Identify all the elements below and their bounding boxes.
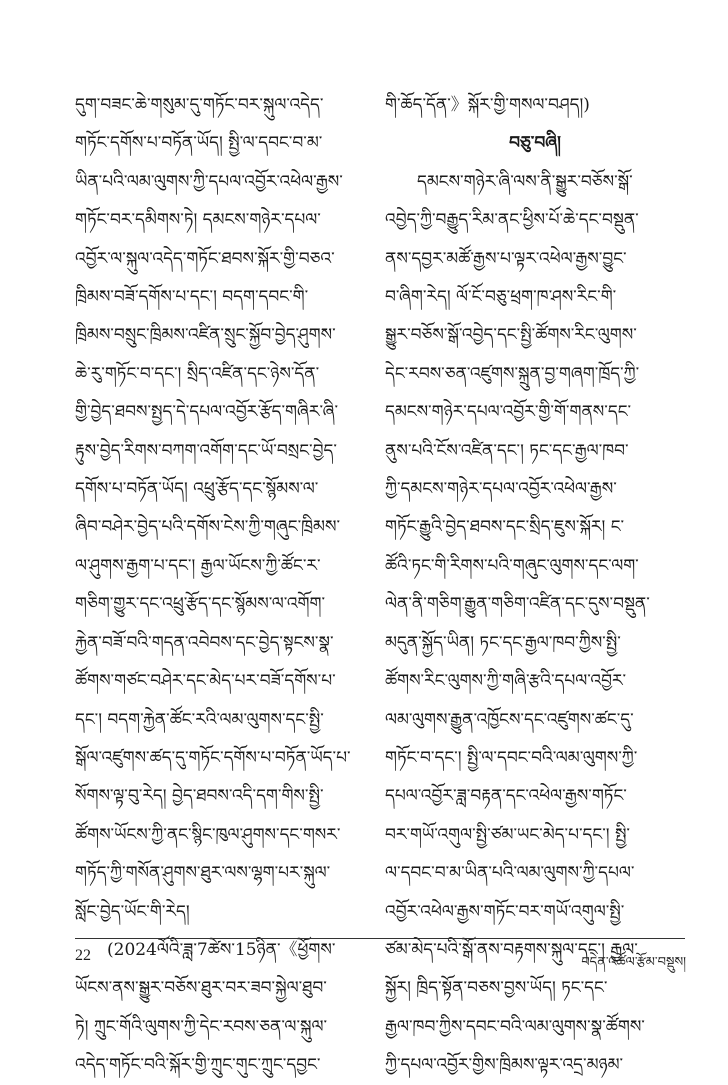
right-column-lead <box>385 86 685 124</box>
text-line: བ་ཞིག་རེད། ལོ་ངོ་བཅུ་ཕྲག་ཁ་ཤས་རིང་གི་ <box>385 287 617 308</box>
text-line: སློང་བྱེད་ཡོང་གི་རེད། <box>75 901 190 922</box>
text-line: འབྱོར་ལ་སྐུལ་འདེད་གཏོང་ཐབས་སྐོར་གྱི་བཅའ་ <box>75 248 335 269</box>
text-line: གཏོང་བ་དང་། སྤྱི་ལ་དབང་བའི་ལམ་ལུགས་ཀྱི་ <box>385 747 638 768</box>
text-line: ཡོངས་ནས་སྒྱུར་བཅོས་ཐུར་བར་ཟབ་སྐྱེལ་ཐུབ་ <box>75 978 327 999</box>
text-line: རྒྱལ་ཁབ་ཀྱིས་དབང་བའི་ལམ་ལུགས་སྣ་ཚོགས་ <box>385 1016 645 1037</box>
text-line: ལེན་ནི་གཅིག་རྒྱུན་གཅིག་འཛིན་དང་དུས་བསྡུན་ <box>385 594 650 615</box>
text-line: དང་། བདག་རྐྱེན་ཚོང་རའི་ལམ་ལུགས་དང་སྤྱི་ <box>75 709 324 730</box>
text-line: དེང་རབས་ཅན་འཛུགས་སྐྲུན་བྱ་གཞག་ཁྲོད་ཀྱི་ <box>385 363 640 384</box>
text-line: ཙམ་མེད་པའི་སྒོ་ནས་བརྟགས་སྐུལ་དང་། རྒྱལ་ <box>385 939 638 960</box>
text-line: ཞིབ་བཤེར་བྱེད་པའི་དགོས་ངེས་ཀྱི་གཞུང་ཁྲིམས་ <box>75 517 341 538</box>
text-line: འབྱོར་འཕེལ་རྒྱས་གཏོང་བར་གཡོ་འགུལ་སྤྱི་ <box>385 901 625 922</box>
text-line: ཚོགས་རིང་ལུགས་ཀྱི་གཞི་རྩའི་དཔལ་འབྱོར་ <box>385 671 627 692</box>
text-line: ཆེ་རུ་གཏོང་བ་དང་། སྲིད་འཛིན་དང་ཉེས་དོན་ <box>75 363 320 384</box>
section-heading: བཅུ་བཞི། <box>509 133 561 154</box>
text-line: ནས་དབྱར་མཚོ་རྒྱས་པ་ལྟར་འཕེལ་རྒྱས་བྱུང་ <box>385 248 627 269</box>
text-line: འབྱེད་ཀྱི་བརྒྱུད་རིམ་ནང་ཕྱིས་པོ་ཆེ་དང་བསྡུན་ <box>385 210 639 231</box>
text-line: སྐྱོར། ཁྲིད་སྟོན་བཅས་བྱས་ཡོད། ཏང་དང་ <box>385 978 608 999</box>
text-line: ཏེ། ཀྲུང་གོའི་ལུགས་ཀྱི་དེང་རབས་ཅན་ལ་སྐུལ་ <box>75 1016 328 1037</box>
text-line: དུག་བཟང་ཆེ་གསུམ་དུ་གཏོང་བར་སྐུལ་འདེད་ <box>75 95 324 115</box>
footer-rule <box>75 938 685 939</box>
footer-title: བདེན་འཚོལ་རྩོམ་བསྡུས། <box>581 955 686 970</box>
left-column-body <box>75 86 375 931</box>
text-line: མདུན་སྐྱོད་ཡིན། ཏང་དང་རྒྱལ་ཁབ་ཀྱིས་སྤྱི་ <box>385 632 621 653</box>
text-line: ཚོགས་ཡོངས་ཀྱི་ནང་སྙིང་ཁུལ་ཤུགས་དང་གསར་ <box>75 824 341 845</box>
left-column-tail <box>75 969 375 1084</box>
text-line: ཡིན་པའི་ལམ་ལུགས་ཀྱི་དཔལ་འབྱོར་འཕེལ་རྒྱས་ <box>75 171 343 192</box>
text-line: གཅིག་གྱུར་དང་འཕྲུ་རྩོད་དང་སྙོམས་ལ་འགོག་ <box>75 594 326 615</box>
text-line: གྱི་བྱེད་ཐབས་སྤྱད་དེ་དཔལ་འབྱོར་རྩོད་གཞིར་ཞི་ <box>75 402 339 423</box>
text-line: ལམ་ལུགས་རྒྱུན་འཁྱོངས་དང་འཛུགས་ཚང་དུ་ <box>385 709 634 730</box>
text-line: ཚོའི་ཏང་གི་རིགས་པའི་གཞུང་ལུགས་དང་ལག་ <box>385 555 639 576</box>
text-line: དམངས་གཉེར་ཞི་ལས་ནི་སྒྱུར་བཅོས་སྒོ་ <box>417 171 633 192</box>
text-line: འདེད་གཏོང་བའི་སྐོར་གྱི་ཀྲུང་གུང་ཀྲུང་དབྱང་ <box>75 1055 321 1076</box>
text-line: གཏོད་ཀྱི་གསོན་ཤུགས་ཐུར་ལས་ལྷག་པར་སྐུལ་ <box>75 863 331 884</box>
page-number: 22 <box>75 947 91 964</box>
text-line: གཏོང་དགོས་པ་བཏོན་ཡོད། སྤྱི་ལ་དབང་བ་མ་ <box>75 133 323 154</box>
text-line: སོགས་ལྟ་བུ་རེད། བྱེད་ཐབས་འདི་དག་གིས་སྤྱི་ <box>75 786 324 807</box>
right-column <box>385 86 685 1085</box>
text-line: ཚོགས་གཙང་བཤེར་དང་མེད་པར་བཟོ་དགོས་པ་ <box>75 671 336 692</box>
text-line: ཀྱི་དཔལ་འབྱོར་གྱིས་ཁྲིམས་ལྟར་འདྲ་མཉམ་ <box>385 1055 624 1076</box>
text-line: ལ་དབང་བ་མ་ཡིན་པའི་ལམ་ལུགས་ཀྱི་དཔལ་ <box>385 863 635 884</box>
text-line: གཏོང་རྒྱུའི་བྱེད་ཐབས་དང་སྲིད་ཇུས་སྐོར། ང་ <box>385 517 625 538</box>
left-column <box>75 86 375 1085</box>
text-line: ཁྲིམས་བསྲུང་ཁྲིམས་འཛིན་སྲུང་སྐྱོབ་བྱེད་ཤུགས་ <box>75 325 336 346</box>
text-line: དགོས་པ་བཏོན་ཡོད། འཕྲུ་རྩོད་དང་སྙོམས་ལ་ <box>75 479 319 500</box>
text-line: རྟུས་བྱེད་རིགས་བཀག་འགོག་དང་ཡོ་བསྲང་བྱེད་ <box>75 440 337 461</box>
text-line: དམངས་གཉེར་དཔལ་འབྱོར་གྱི་གོ་གནས་དང་ <box>385 402 632 423</box>
text-line: གཏོང་བར་དམིགས་ཏེ། དམངས་གཉེར་དཔལ་ <box>75 210 321 231</box>
text-line: རྐྱེན་བཟོ་བའི་གདན་འབེབས་དང་བྱེད་སྟངས་སྣ་ <box>75 632 334 653</box>
text-line: སྒྱུར་བཅོས་སྒོ་འབྱེད་དང་སྤྱི་ཚོགས་རིང་ལུགས་ <box>385 325 637 346</box>
text-line: གི་ཆོད་དོན་》སྐོར་གྱི་གསལ་བཤད།) <box>385 95 590 115</box>
text-line: ཀྱི་དམངས་གཉེར་དཔལ་འབྱོར་འཕེལ་རྒྱས་ <box>385 479 617 500</box>
text-line: ནུས་པའི་ངོས་འཛིན་དང་། ཏང་དང་རྒྱལ་ཁབ་ <box>385 440 629 461</box>
text-line: ཁྲིམས་བཟོ་དགོས་པ་དང་། བདག་དབང་གི་ <box>75 287 309 308</box>
text-line: ལ་ཤུགས་རྒྱག་པ་དང་། རྒྱལ་ཡོངས་ཀྱི་ཚོང་ར་ <box>75 555 321 576</box>
text-line: དཔལ་འབྱོར་ཟླ་བརྟན་དང་འཕེལ་རྒྱས་གཏོང་ <box>385 786 627 807</box>
text-line: བར་གཡོ་འགུལ་སྤྱི་ཙམ་ཡང་མེད་པ་དང་། སྤྱི་ <box>385 824 630 845</box>
text-line: སྒོལ་འཛུགས་ཚད་དུ་གཏོང་དགོས་པ་བཏོན་ཡོད་པ་ <box>75 747 351 768</box>
date-line: (2024ལོའི་ཟླ་7ཚེས་15ཉིན་《ཕྱོགས་ <box>107 939 336 960</box>
